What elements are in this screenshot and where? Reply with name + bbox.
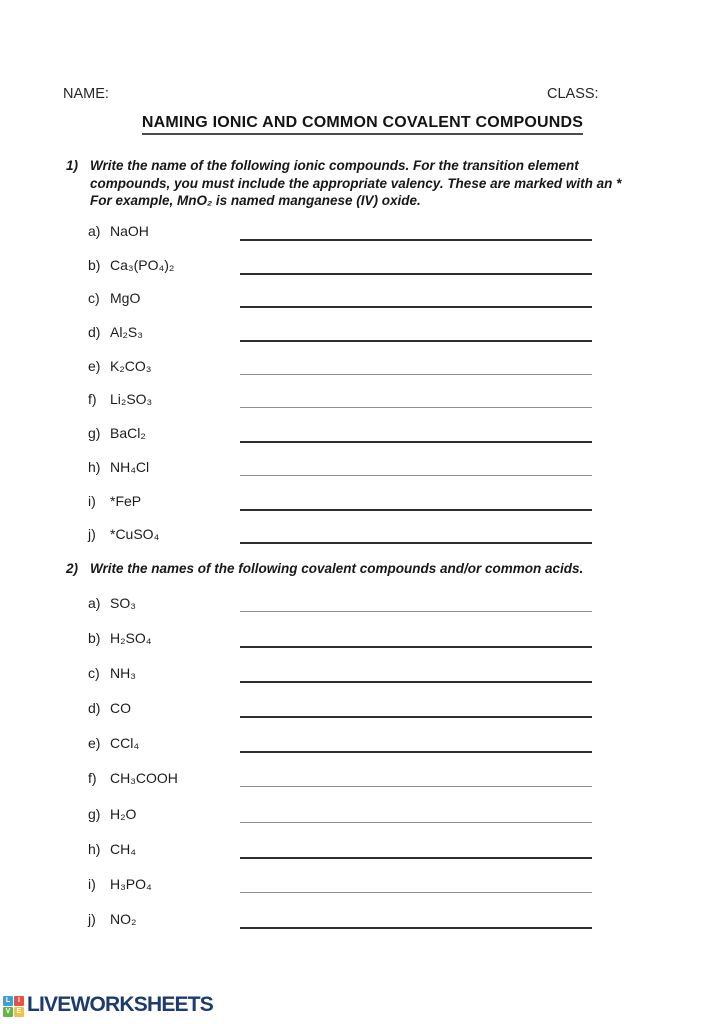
answer-blank[interactable]: [240, 509, 592, 511]
answer-blank[interactable]: [240, 340, 592, 342]
item-letter: f): [88, 391, 97, 408]
item-letter: e): [88, 735, 101, 752]
answer-blank[interactable]: [240, 542, 592, 544]
item-letter: d): [88, 324, 101, 341]
section-1-instruction-line: Write the name of the following ionic compounds. For the transition element: [90, 158, 579, 173]
liveworksheets-grid-icon: [3, 996, 24, 1017]
item-row: [88, 256, 592, 290]
item-letter: j): [88, 526, 96, 543]
item-row: [88, 699, 592, 734]
item-letter: g): [88, 805, 101, 822]
item-letter: b): [88, 630, 101, 647]
section-1-instruction: [66, 157, 646, 210]
item-letter: j): [88, 910, 96, 927]
item-formula: Ca₃(PO₄)₂: [110, 256, 175, 273]
item-letter: g): [88, 425, 101, 442]
item-letter: c): [88, 290, 100, 307]
item-row: [88, 424, 592, 458]
answer-blank[interactable]: [240, 822, 592, 823]
item-formula: H₃PO₄: [110, 875, 152, 892]
item-letter: c): [88, 665, 100, 682]
item-letter: b): [88, 256, 101, 273]
answer-blank[interactable]: [240, 611, 592, 612]
item-row: [88, 357, 592, 391]
item-formula: CH₄: [110, 840, 136, 857]
item-row: [88, 323, 592, 357]
item-formula: CCl₄: [110, 735, 140, 752]
item-row: [88, 525, 592, 559]
answer-blank[interactable]: [240, 475, 592, 476]
item-row: [88, 629, 592, 664]
item-formula: NH₃: [110, 665, 136, 682]
item-formula: SO₃: [110, 595, 136, 611]
item-row: [88, 769, 592, 804]
item-row: [88, 390, 592, 424]
item-row: [88, 875, 592, 910]
logo-letter-square: V: [3, 1007, 13, 1017]
item-row: [88, 289, 592, 323]
item-letter: e): [88, 357, 101, 374]
item-formula: K₂CO₃: [110, 357, 152, 374]
item-formula: BaCl₂: [110, 425, 146, 442]
section-2-instruction-line: Write the names of the following covalent compounds and/or common acids.: [90, 561, 584, 576]
class-label: CLASS:: [547, 86, 599, 102]
item-formula: CH₃COOH: [110, 770, 178, 787]
brand-text: LIVEWORKSHEETS: [27, 993, 213, 1016]
section-2-instruction: [66, 560, 646, 578]
section-2-items: [88, 594, 592, 945]
item-formula: CO: [110, 700, 131, 717]
item-formula: NH₄Cl: [110, 458, 150, 475]
item-letter: i): [88, 875, 96, 892]
item-letter: h): [88, 840, 101, 857]
answer-blank[interactable]: [240, 374, 592, 375]
item-row: [88, 734, 592, 769]
item-formula: H₂O: [110, 805, 137, 822]
title-container: [0, 114, 725, 135]
answer-blank[interactable]: [240, 892, 592, 893]
answer-blank[interactable]: [240, 857, 592, 859]
answer-blank[interactable]: [240, 646, 592, 648]
answer-blank[interactable]: [240, 239, 592, 241]
item-formula: *CuSO₄: [110, 526, 160, 543]
answer-blank[interactable]: [240, 273, 592, 275]
logo-letter-square: I: [14, 996, 24, 1006]
section-1-instruction-line: For example, MnO₂ is named manganese (IV) oxide.: [90, 193, 421, 208]
item-formula: MgO: [110, 290, 141, 307]
section-1-items: [88, 222, 592, 559]
item-formula: NaOH: [110, 223, 149, 239]
item-letter: a): [88, 223, 101, 239]
answer-blank[interactable]: [240, 786, 592, 787]
item-letter: a): [88, 595, 101, 611]
item-row: [88, 664, 592, 699]
item-letter: i): [88, 492, 96, 509]
item-formula: H₂SO₄: [110, 630, 152, 647]
item-formula: Al₂S₃: [110, 324, 143, 341]
section-1-number: 1): [66, 158, 79, 173]
answer-blank[interactable]: [240, 681, 592, 683]
answer-blank[interactable]: [240, 306, 592, 308]
answer-blank[interactable]: [240, 441, 592, 443]
item-row: [88, 458, 592, 492]
section-2-number: 2): [66, 561, 79, 576]
item-row: [88, 594, 592, 629]
item-row: [88, 805, 592, 840]
logo-letter-square: E: [14, 1007, 24, 1017]
item-letter: h): [88, 458, 101, 475]
item-formula: Li₂SO₃: [110, 391, 153, 408]
answer-blank[interactable]: [240, 927, 592, 929]
item-formula: NO₂: [110, 910, 137, 927]
item-row: [88, 840, 592, 875]
item-letter: d): [88, 700, 101, 717]
answer-blank[interactable]: [240, 407, 592, 408]
item-row: [88, 222, 592, 256]
logo-letter-square: L: [3, 996, 13, 1006]
item-letter: f): [88, 770, 97, 787]
item-row: [88, 910, 592, 945]
answer-blank[interactable]: [240, 751, 592, 753]
liveworksheets-logo: [3, 993, 213, 1017]
section-1-instruction-line: compounds, you must include the appropriate valency. These are marked with an *: [90, 175, 622, 191]
worksheet-title: NAMING IONIC AND COMMON COVALENT COMPOUNDS: [142, 114, 583, 135]
item-row: [88, 492, 592, 526]
item-formula: *FeP: [110, 492, 142, 509]
name-label: NAME:: [63, 86, 109, 102]
answer-blank[interactable]: [240, 716, 592, 718]
